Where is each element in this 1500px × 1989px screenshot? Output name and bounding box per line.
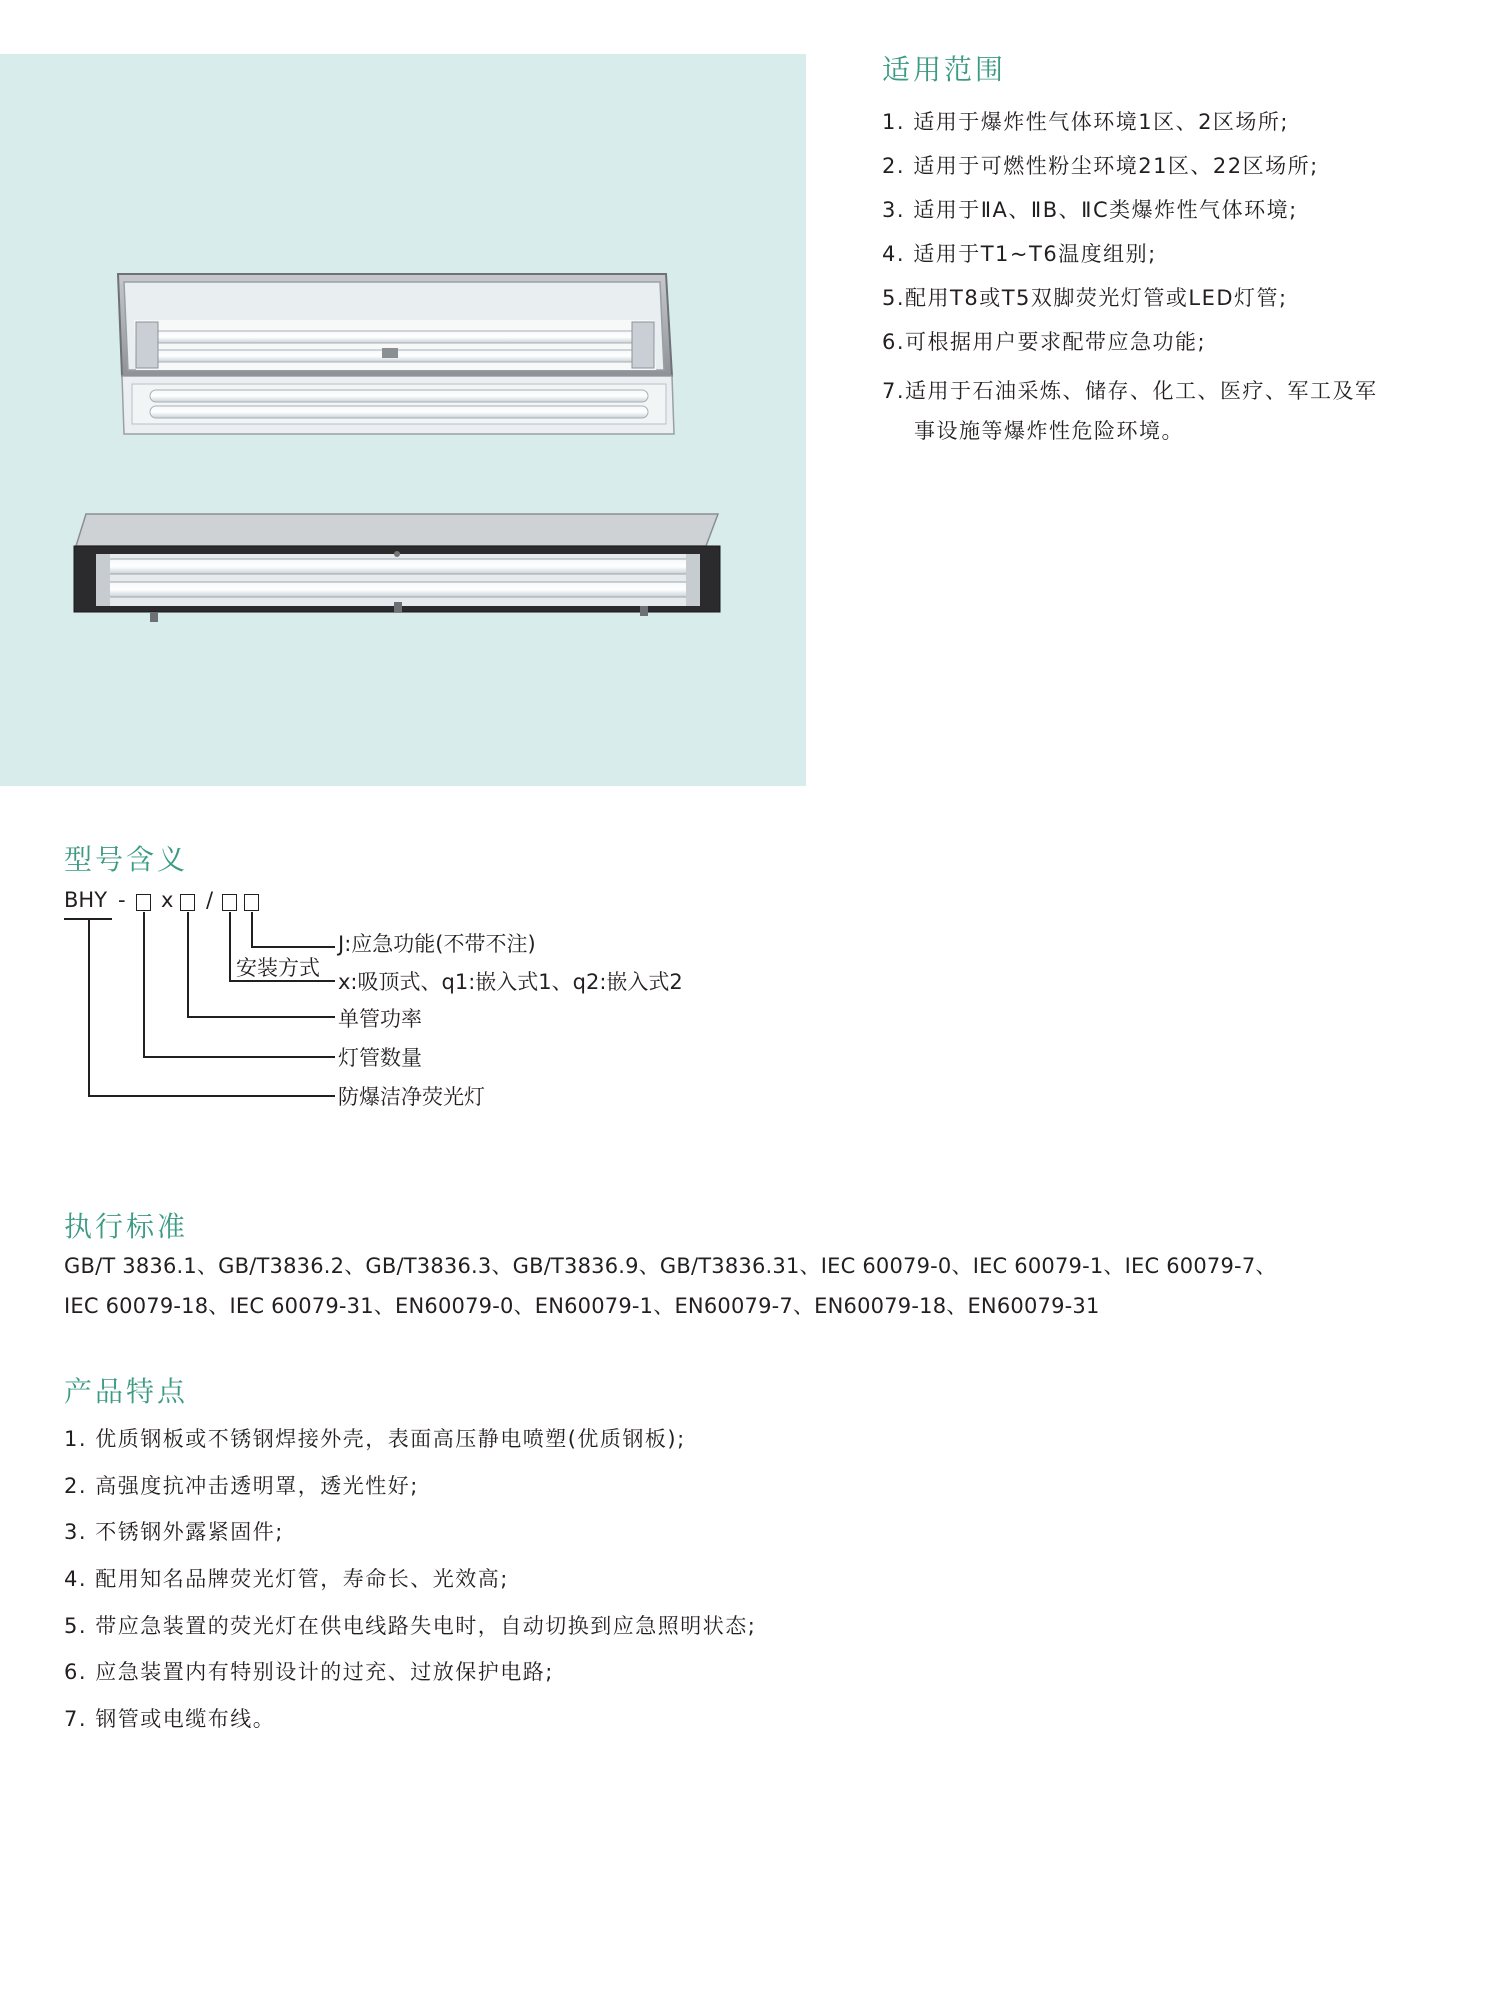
feature-item: 1. 优质钢板或不锈钢焊接外壳，表面高压静电喷塑(优质钢板); (64, 1427, 686, 1451)
feature-item: 3. 不锈钢外露紧固件; (64, 1520, 284, 1545)
label-product-type: 防爆洁净荧光灯 (338, 1085, 485, 1109)
features-list (64, 1424, 756, 1751)
features-title: 产品特点 (64, 1375, 189, 1408)
model-title: 型号含义 (64, 843, 189, 876)
lead-line-emergency (251, 912, 253, 947)
product-photo (0, 54, 806, 786)
placeholder-box-install (222, 894, 237, 911)
scope-item-text: 7.适用于石油采炼、储存、化工、医疗、军工及军 (882, 379, 1378, 403)
standards-line-1: GB/T 3836.1、GB/T3836.2、GB/T3836.3、GB/T3836.9、GB/T3836.31、IEC 60079-0、IEC 60079-1、IEC 60079-7、 (64, 1254, 1277, 1278)
scope-item: 2. 适用于可燃性粉尘环境21区、22区场所; (882, 154, 1319, 178)
label-tube-count: 灯管数量 (338, 1046, 422, 1070)
model-code-dash: - (118, 888, 126, 912)
feature-item: 4. 配用知名品牌荧光灯管，寿命长、光效高; (64, 1567, 509, 1592)
fixture-top (118, 274, 674, 434)
lead-line-install (229, 912, 231, 981)
model-code-x: x (161, 888, 174, 912)
label-single-tube-power: 单管功率 (338, 1007, 422, 1031)
product-photo-panel (0, 54, 806, 786)
hline-count (143, 1056, 335, 1058)
scope-item: 5.配用T8或T5双脚荧光灯管或LED灯管; (882, 286, 1288, 310)
placeholder-box-emergency (244, 894, 259, 911)
scope-item: 4. 适用于T1~T6温度组别; (882, 242, 1157, 266)
label-install-options: x:吸顶式、q1:嵌入式1、q2:嵌入式2 (338, 970, 683, 994)
hline-emergency (251, 946, 335, 948)
install-method-label: 安装方式 (236, 956, 320, 980)
feature-item: 5. 带应急装置的荧光灯在供电线路失电时，自动切换到应急照明状态; (64, 1613, 757, 1638)
placeholder-box-count (136, 894, 151, 911)
feature-item: 2. 高强度抗冲击透明罩，透光性好; (64, 1473, 419, 1498)
model-diagram (60, 880, 700, 1120)
scope-item: 1. 适用于爆炸性气体环境1区、2区场所; (882, 110, 1290, 134)
scope-list (882, 107, 1378, 451)
scope-item: 3. 适用于ⅡA、ⅡB、ⅡC类爆炸性气体环境; (882, 198, 1298, 222)
hline-power (187, 1016, 335, 1018)
lead-line-power (187, 912, 189, 1017)
label-emergency: J:应急功能(不带不注) (338, 932, 536, 956)
fixture-bottom (74, 514, 720, 622)
lead-line-type (88, 919, 90, 1096)
scope-item-continuation: 事设施等爆炸性危险环境。 (914, 419, 1184, 443)
feature-item: 7. 钢管或电缆布线。 (64, 1707, 276, 1732)
scope-title: 适用范围 (882, 53, 1007, 86)
model-code-prefix: BHY (64, 888, 108, 912)
model-code-slash: / (206, 888, 214, 912)
feature-item: 6. 应急装置内有特别设计的过充、过放保护电路; (64, 1660, 554, 1685)
scope-item (882, 371, 1378, 451)
lead-line-count (143, 912, 145, 1057)
scope-item: 6.可根据用户要求配带应急功能; (882, 330, 1207, 354)
standards-title: 执行标准 (64, 1210, 189, 1243)
hline-type (88, 1095, 335, 1097)
standards-line-2: IEC 60079-18、IEC 60079-31、EN60079-0、EN60079-1、EN60079-7、EN60079-18、EN60079-31 (64, 1294, 1100, 1318)
placeholder-box-power (180, 894, 195, 911)
